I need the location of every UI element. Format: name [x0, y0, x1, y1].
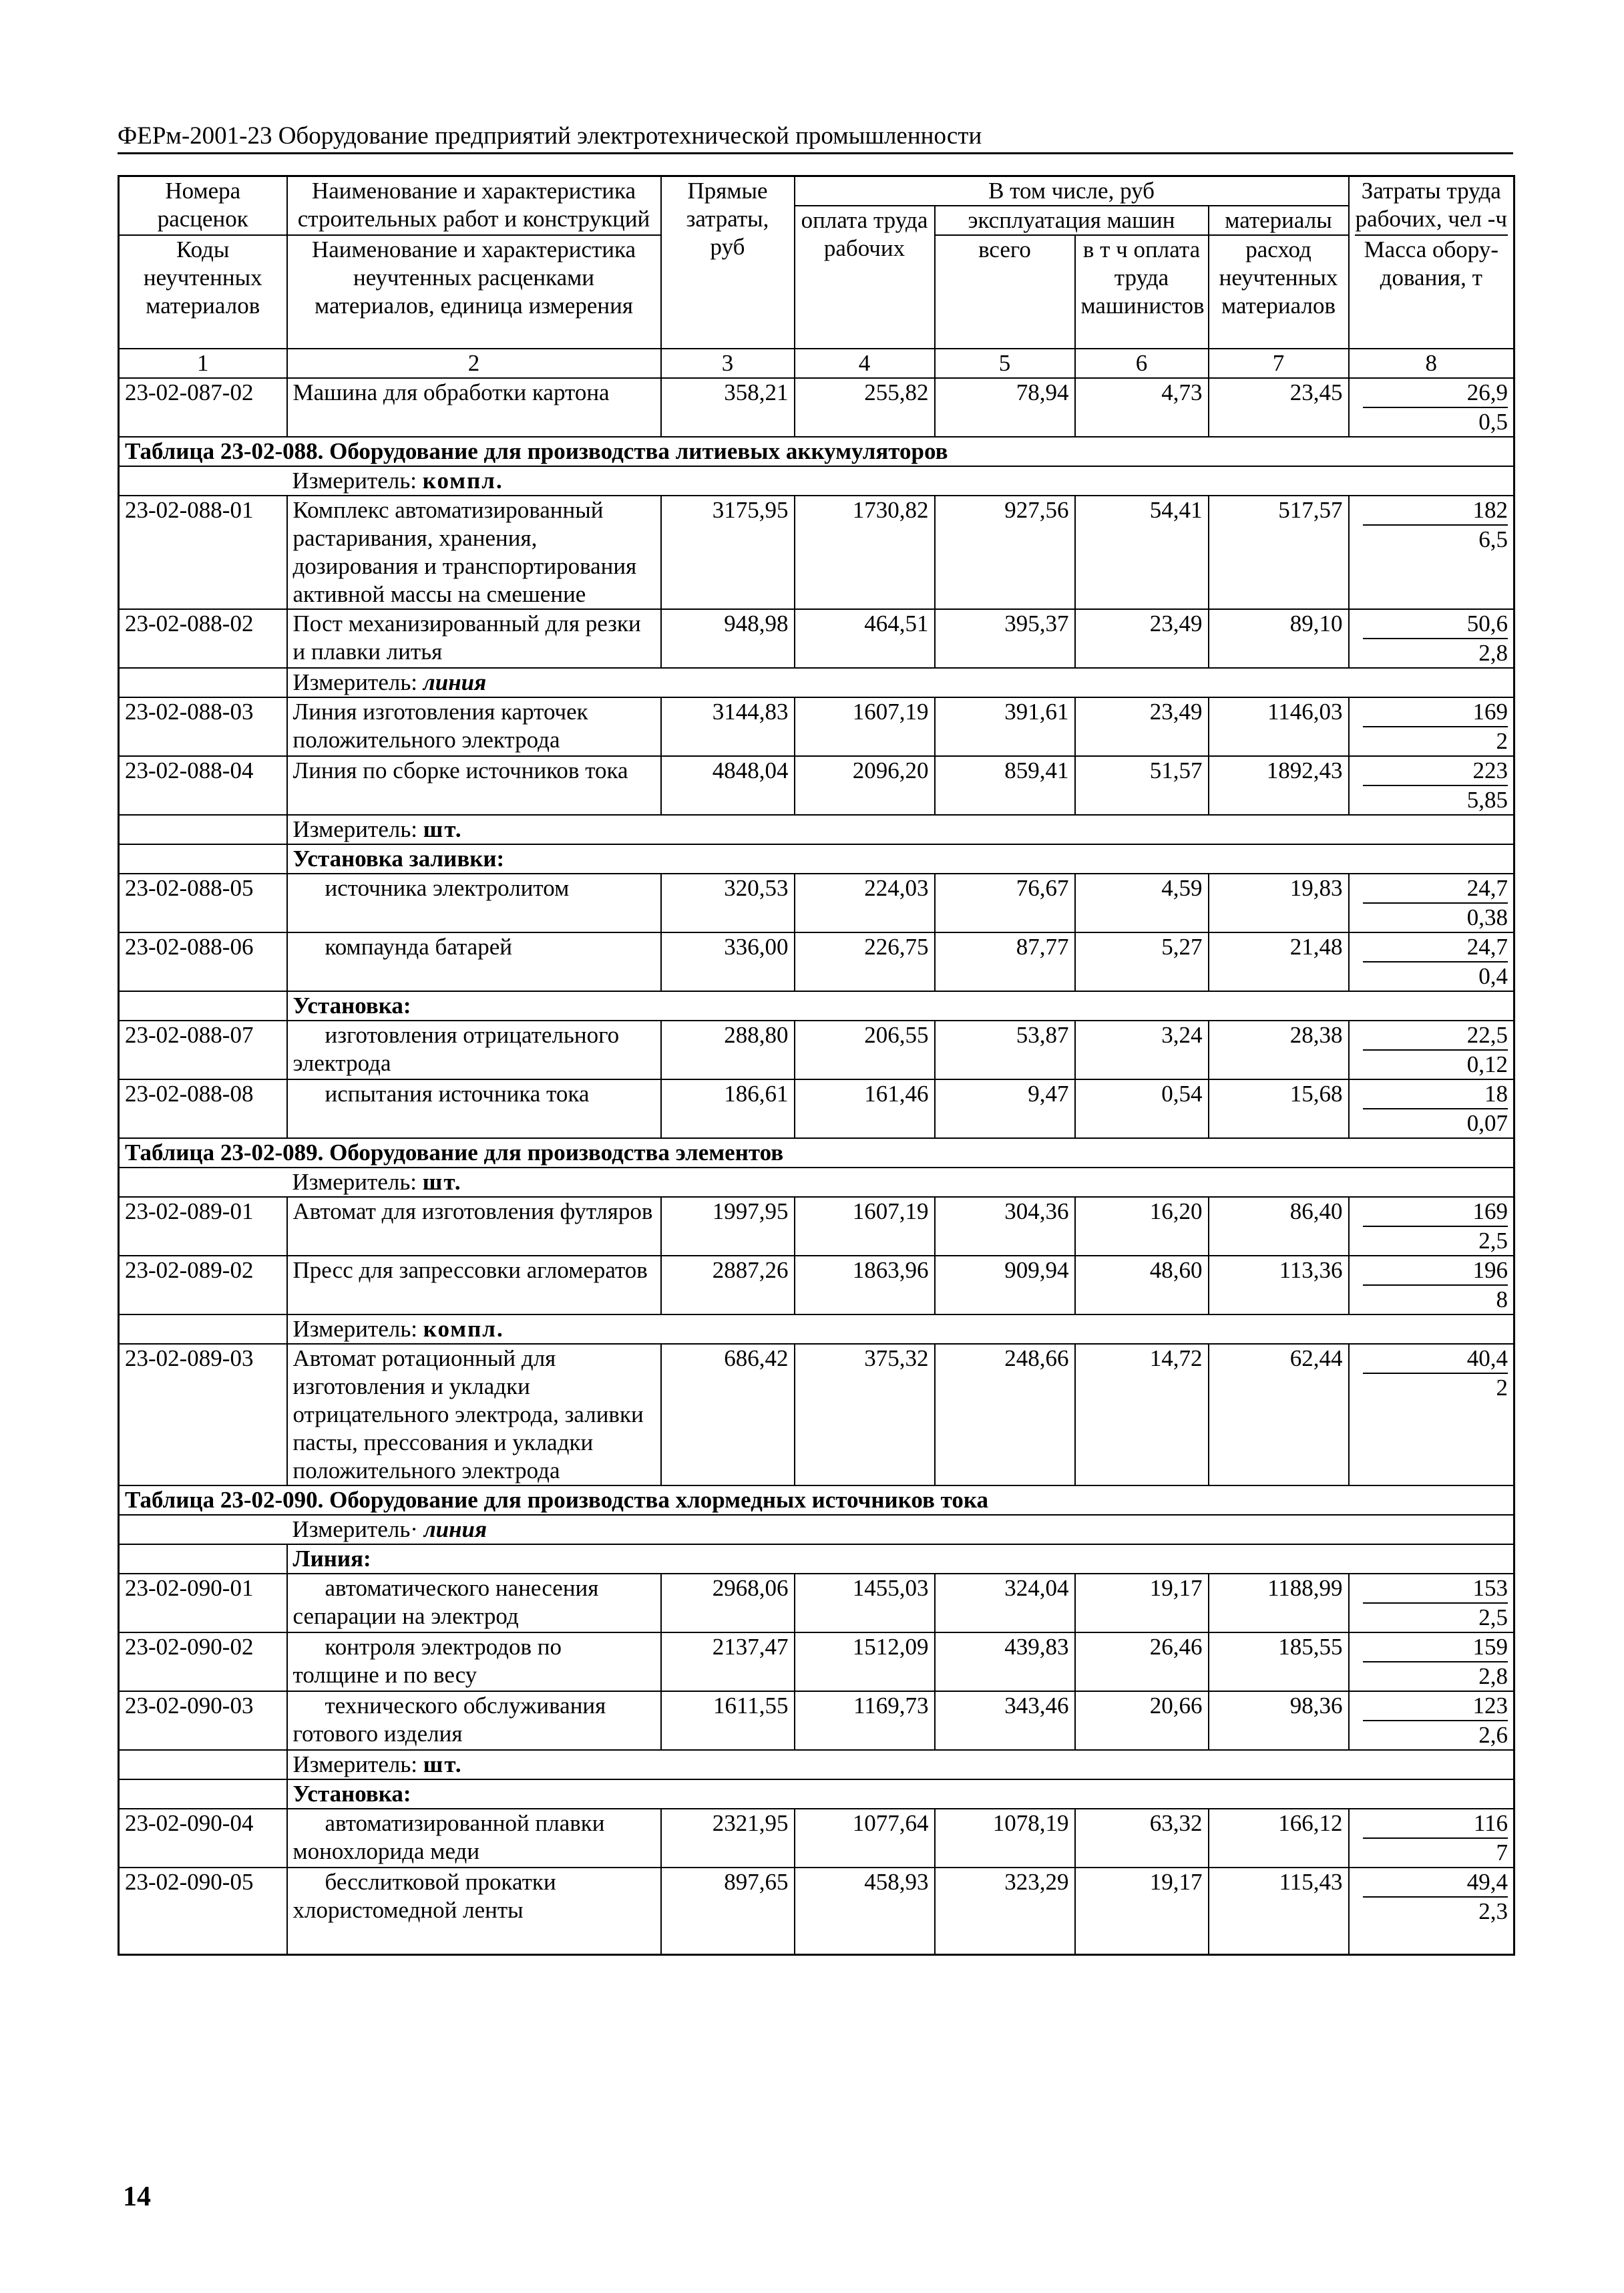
measure-line: Измеритель: шт. [287, 1750, 1514, 1779]
rate-code: 23-02-088-03 [119, 697, 287, 756]
table-row [119, 1079, 1514, 1138]
col-number: 8 [1349, 349, 1514, 378]
rate-name: Машина для обработки картона [287, 378, 661, 437]
table-row [119, 932, 1514, 991]
table-row [119, 1344, 1514, 1485]
rate-code: 23-02-090-05 [119, 1868, 287, 1954]
materials-cost: 1188,99 [1209, 1574, 1349, 1632]
labor-and-mass: 123 2,6 [1349, 1691, 1514, 1750]
col-number: 2 [287, 349, 661, 378]
direct-cost: 3144,83 [661, 697, 795, 756]
direct-cost: 948,98 [661, 609, 795, 668]
measure-line: Измеритель: шт. [287, 815, 1514, 844]
measure-line: Измеритель: компл. [287, 466, 1514, 496]
table-title: Таблица 23-02-089. Оборудование для производства элементов [119, 1138, 1514, 1168]
materials-cost: 23,45 [1209, 378, 1349, 437]
rates-table [118, 175, 1515, 1956]
rate-code: 23-02-090-01 [119, 1574, 287, 1632]
rate-name: автоматического нанесения сепарации на электрод [287, 1574, 661, 1632]
rate-name: Пресс для запрессовки агломератов [287, 1256, 661, 1314]
direct-cost: 1611,55 [661, 1691, 795, 1750]
operators-pay: 23,49 [1075, 609, 1209, 668]
table-title: Таблица 23-02-088. Оборудование для производства литиевых аккумуляторов [119, 437, 1514, 466]
rate-code: 23-02-089-01 [119, 1197, 287, 1256]
rate-name: компаунда батарей [287, 932, 661, 991]
operators-pay: 48,60 [1075, 1256, 1209, 1314]
table-row [119, 874, 1514, 932]
labor-pay: 226,75 [795, 932, 935, 991]
labor-pay: 1169,73 [795, 1691, 935, 1750]
labor-and-mass: 26,9 0,5 [1349, 378, 1514, 437]
operators-pay: 51,57 [1075, 756, 1209, 815]
rate-name: испытания источника тока [287, 1079, 661, 1138]
rate-code: 23-02-088-05 [119, 874, 287, 932]
materials-cost: 28,38 [1209, 1021, 1349, 1079]
table-row [119, 697, 1514, 756]
table-row [119, 1256, 1514, 1314]
materials-cost: 21,48 [1209, 932, 1349, 991]
group-label: Линия: [287, 1544, 1514, 1574]
labor-and-mass: 153 2,5 [1349, 1574, 1514, 1632]
col4-header: оплата труда рабочих [795, 206, 935, 349]
direct-cost: 2887,26 [661, 1256, 795, 1314]
machines-total: 439,83 [935, 1632, 1075, 1691]
group-label: Установка заливки: [287, 844, 1514, 874]
col-number: 6 [1075, 349, 1209, 378]
measure-line: Измеритель: линия [287, 668, 1514, 697]
table-row [119, 1868, 1514, 1954]
materials-cost: 1892,43 [1209, 756, 1349, 815]
col8-header: Затраты труда рабочих, чел -ч Масса обору-дования, т [1349, 176, 1514, 349]
table-row [119, 496, 1514, 609]
labor-pay: 1607,19 [795, 697, 935, 756]
direct-cost: 4848,04 [661, 756, 795, 815]
operators-pay: 63,32 [1075, 1809, 1209, 1868]
machines-total: 323,29 [935, 1868, 1075, 1954]
labor-pay: 1730,82 [795, 496, 935, 609]
measure-line: Измеритель: компл. [287, 1314, 1514, 1344]
materials-cost: 19,83 [1209, 874, 1349, 932]
labor-pay: 1512,09 [795, 1632, 935, 1691]
rate-code: 23-02-088-04 [119, 756, 287, 815]
labor-and-mass: 22,5 0,12 [1349, 1021, 1514, 1079]
direct-cost: 2321,95 [661, 1809, 795, 1868]
labor-pay: 1077,64 [795, 1809, 935, 1868]
rate-code: 23-02-088-01 [119, 496, 287, 609]
direct-cost: 2137,47 [661, 1632, 795, 1691]
table-row [119, 1197, 1514, 1256]
col6-header: в т ч оплата труда машинистов [1075, 235, 1209, 349]
rate-name: Автомат для изготовления футляров [287, 1197, 661, 1256]
operators-pay: 26,46 [1075, 1632, 1209, 1691]
rate-name: Пост механизированный для резки и плавки литья [287, 609, 661, 668]
table-row [119, 1632, 1514, 1691]
rate-code: 23-02-088-06 [119, 932, 287, 991]
machines-total: 1078,19 [935, 1809, 1075, 1868]
machines-total: 248,66 [935, 1344, 1075, 1485]
labor-and-mass: 18 0,07 [1349, 1079, 1514, 1138]
labor-and-mass: 24,7 0,38 [1349, 874, 1514, 932]
rate-name: Линия по сборке источников тока [287, 756, 661, 815]
table-row [119, 1574, 1514, 1632]
labor-and-mass: 24,7 0,4 [1349, 932, 1514, 991]
col3-header: Прямые затраты, руб [661, 176, 795, 349]
table-row [119, 609, 1514, 668]
operators-pay: 4,59 [1075, 874, 1209, 932]
materials-cost: 1146,03 [1209, 697, 1349, 756]
direct-cost: 686,42 [661, 1344, 795, 1485]
col-number: 3 [661, 349, 795, 378]
rate-name: источника электролитом [287, 874, 661, 932]
group-header: В том числе, руб [795, 176, 1349, 206]
materials-cost: 115,43 [1209, 1868, 1349, 1954]
rate-code: 23-02-087-02 [119, 378, 287, 437]
table-row [119, 756, 1514, 815]
materials-cost: 166,12 [1209, 1809, 1349, 1868]
rates-table-frame [118, 175, 1513, 1956]
machines-total: 909,94 [935, 1256, 1075, 1314]
rate-code: 23-02-090-02 [119, 1632, 287, 1691]
materials-cost: 517,57 [1209, 496, 1349, 609]
rate-code: 23-02-090-03 [119, 1691, 287, 1750]
direct-cost: 336,00 [661, 932, 795, 991]
labor-and-mass: 159 2,8 [1349, 1632, 1514, 1691]
direct-cost: 3175,95 [661, 496, 795, 609]
col-number: 4 [795, 349, 935, 378]
labor-and-mass: 116 7 [1349, 1809, 1514, 1868]
labor-pay: 1455,03 [795, 1574, 935, 1632]
machines-header: эксплуатация машин [935, 206, 1209, 235]
operators-pay: 14,72 [1075, 1344, 1209, 1485]
labor-pay: 2096,20 [795, 756, 935, 815]
machines-total: 859,41 [935, 756, 1075, 815]
col2-header-top: Наименование и характеристика строительных работ и конструкций [287, 176, 661, 236]
table-title: Таблица 23-02-090. Оборудование для производства хлормедных источников тока [119, 1485, 1514, 1515]
rate-code: 23-02-088-08 [119, 1079, 287, 1138]
group-label: Установка: [287, 991, 1514, 1021]
col1-header-top: Номера расценок [119, 176, 287, 236]
table-row [119, 1021, 1514, 1079]
rate-name: бесслитковой прокатки хлористомедной ленты [287, 1868, 661, 1954]
machines-total: 87,77 [935, 932, 1075, 991]
labor-pay: 458,93 [795, 1868, 935, 1954]
labor-pay: 255,82 [795, 378, 935, 437]
labor-and-mass: 223 5,85 [1349, 756, 1514, 815]
rate-code: 23-02-088-07 [119, 1021, 287, 1079]
rate-name: автоматизированной плавки монохлорида меди [287, 1809, 661, 1868]
materials-cost: 113,36 [1209, 1256, 1349, 1314]
col2-header-bottom: Наименование и характеристика неучтенных расценками материалов, единица измерения [287, 235, 661, 349]
direct-cost: 1997,95 [661, 1197, 795, 1256]
rate-name: технического обслуживания готового изделия [287, 1691, 661, 1750]
direct-cost: 2968,06 [661, 1574, 795, 1632]
machines-total: 324,04 [935, 1574, 1075, 1632]
labor-and-mass: 182 6,5 [1349, 496, 1514, 609]
labor-pay: 375,32 [795, 1344, 935, 1485]
labor-and-mass: 169 2,5 [1349, 1197, 1514, 1256]
labor-and-mass: 40,4 2 [1349, 1344, 1514, 1485]
col-number: 1 [119, 349, 287, 378]
machines-total: 927,56 [935, 496, 1075, 609]
operators-pay: 0,54 [1075, 1079, 1209, 1138]
measure-line: Измеритель: шт. [287, 1168, 1514, 1197]
materials-cost: 62,44 [1209, 1344, 1349, 1485]
labor-and-mass: 49,4 2,3 [1349, 1868, 1514, 1954]
operators-pay: 19,17 [1075, 1574, 1209, 1632]
labor-pay: 206,55 [795, 1021, 935, 1079]
labor-and-mass: 196 8 [1349, 1256, 1514, 1314]
col5-header: всего [935, 235, 1075, 349]
labor-pay: 1863,96 [795, 1256, 935, 1314]
col-number: 7 [1209, 349, 1349, 378]
rate-name: Линия изготовления карточек положительного электрода [287, 697, 661, 756]
rate-name: контроля электродов по толщине и по весу [287, 1632, 661, 1691]
machines-total: 53,87 [935, 1021, 1075, 1079]
rate-code: 23-02-089-03 [119, 1344, 287, 1485]
machines-total: 9,47 [935, 1079, 1075, 1138]
labor-pay: 161,46 [795, 1079, 935, 1138]
operators-pay: 5,27 [1075, 932, 1209, 991]
col1-header-bottom: Коды неучтенных материалов [119, 235, 287, 349]
labor-pay: 1607,19 [795, 1197, 935, 1256]
operators-pay: 20,66 [1075, 1691, 1209, 1750]
table-row [119, 378, 1514, 437]
operators-pay: 54,41 [1075, 496, 1209, 609]
direct-cost: 288,80 [661, 1021, 795, 1079]
operators-pay: 4,73 [1075, 378, 1209, 437]
machines-total: 395,37 [935, 609, 1075, 668]
materials-header: материалы [1209, 206, 1349, 235]
page-header: ФЕРм-2001-23 Оборудование предприятий электротехнической промышленности [118, 122, 1513, 154]
machines-total: 76,67 [935, 874, 1075, 932]
operators-pay: 3,24 [1075, 1021, 1209, 1079]
operators-pay: 16,20 [1075, 1197, 1209, 1256]
rate-code: 23-02-088-02 [119, 609, 287, 668]
table-row [119, 1691, 1514, 1750]
direct-cost: 358,21 [661, 378, 795, 437]
page-number: 14 [123, 2181, 151, 2212]
materials-cost: 98,36 [1209, 1691, 1349, 1750]
rate-code: 23-02-089-02 [119, 1256, 287, 1314]
rate-code: 23-02-090-04 [119, 1809, 287, 1868]
machines-total: 304,36 [935, 1197, 1075, 1256]
materials-cost: 86,40 [1209, 1197, 1349, 1256]
labor-pay: 224,03 [795, 874, 935, 932]
col-number: 5 [935, 349, 1075, 378]
labor-and-mass: 50,6 2,8 [1349, 609, 1514, 668]
direct-cost: 186,61 [661, 1079, 795, 1138]
operators-pay: 23,49 [1075, 697, 1209, 756]
labor-and-mass: 169 2 [1349, 697, 1514, 756]
machines-total: 343,46 [935, 1691, 1075, 1750]
materials-cost: 185,55 [1209, 1632, 1349, 1691]
machines-total: 391,61 [935, 697, 1075, 756]
operators-pay: 19,17 [1075, 1868, 1209, 1954]
labor-pay: 464,51 [795, 609, 935, 668]
materials-cost: 89,10 [1209, 609, 1349, 668]
table-row [119, 1809, 1514, 1868]
direct-cost: 320,53 [661, 874, 795, 932]
rate-name: изготовления отрицательного электрода [287, 1021, 661, 1079]
rate-name: Автомат ротационный для изготовления и укладки отрицательного электрода, заливки пасты, прессования и укладки положительного электрода [287, 1344, 661, 1485]
col7-header: расход неучтенных материалов [1209, 235, 1349, 349]
machines-total: 78,94 [935, 378, 1075, 437]
group-label: Установка: [287, 1779, 1514, 1809]
materials-cost: 15,68 [1209, 1079, 1349, 1138]
rate-name: Комплекс автоматизированный растаривания, хранения, дозирования и транспортирования активной массы на смешение [287, 496, 661, 609]
measure-line: Измеритель· линия [287, 1515, 1514, 1544]
direct-cost: 897,65 [661, 1868, 795, 1954]
